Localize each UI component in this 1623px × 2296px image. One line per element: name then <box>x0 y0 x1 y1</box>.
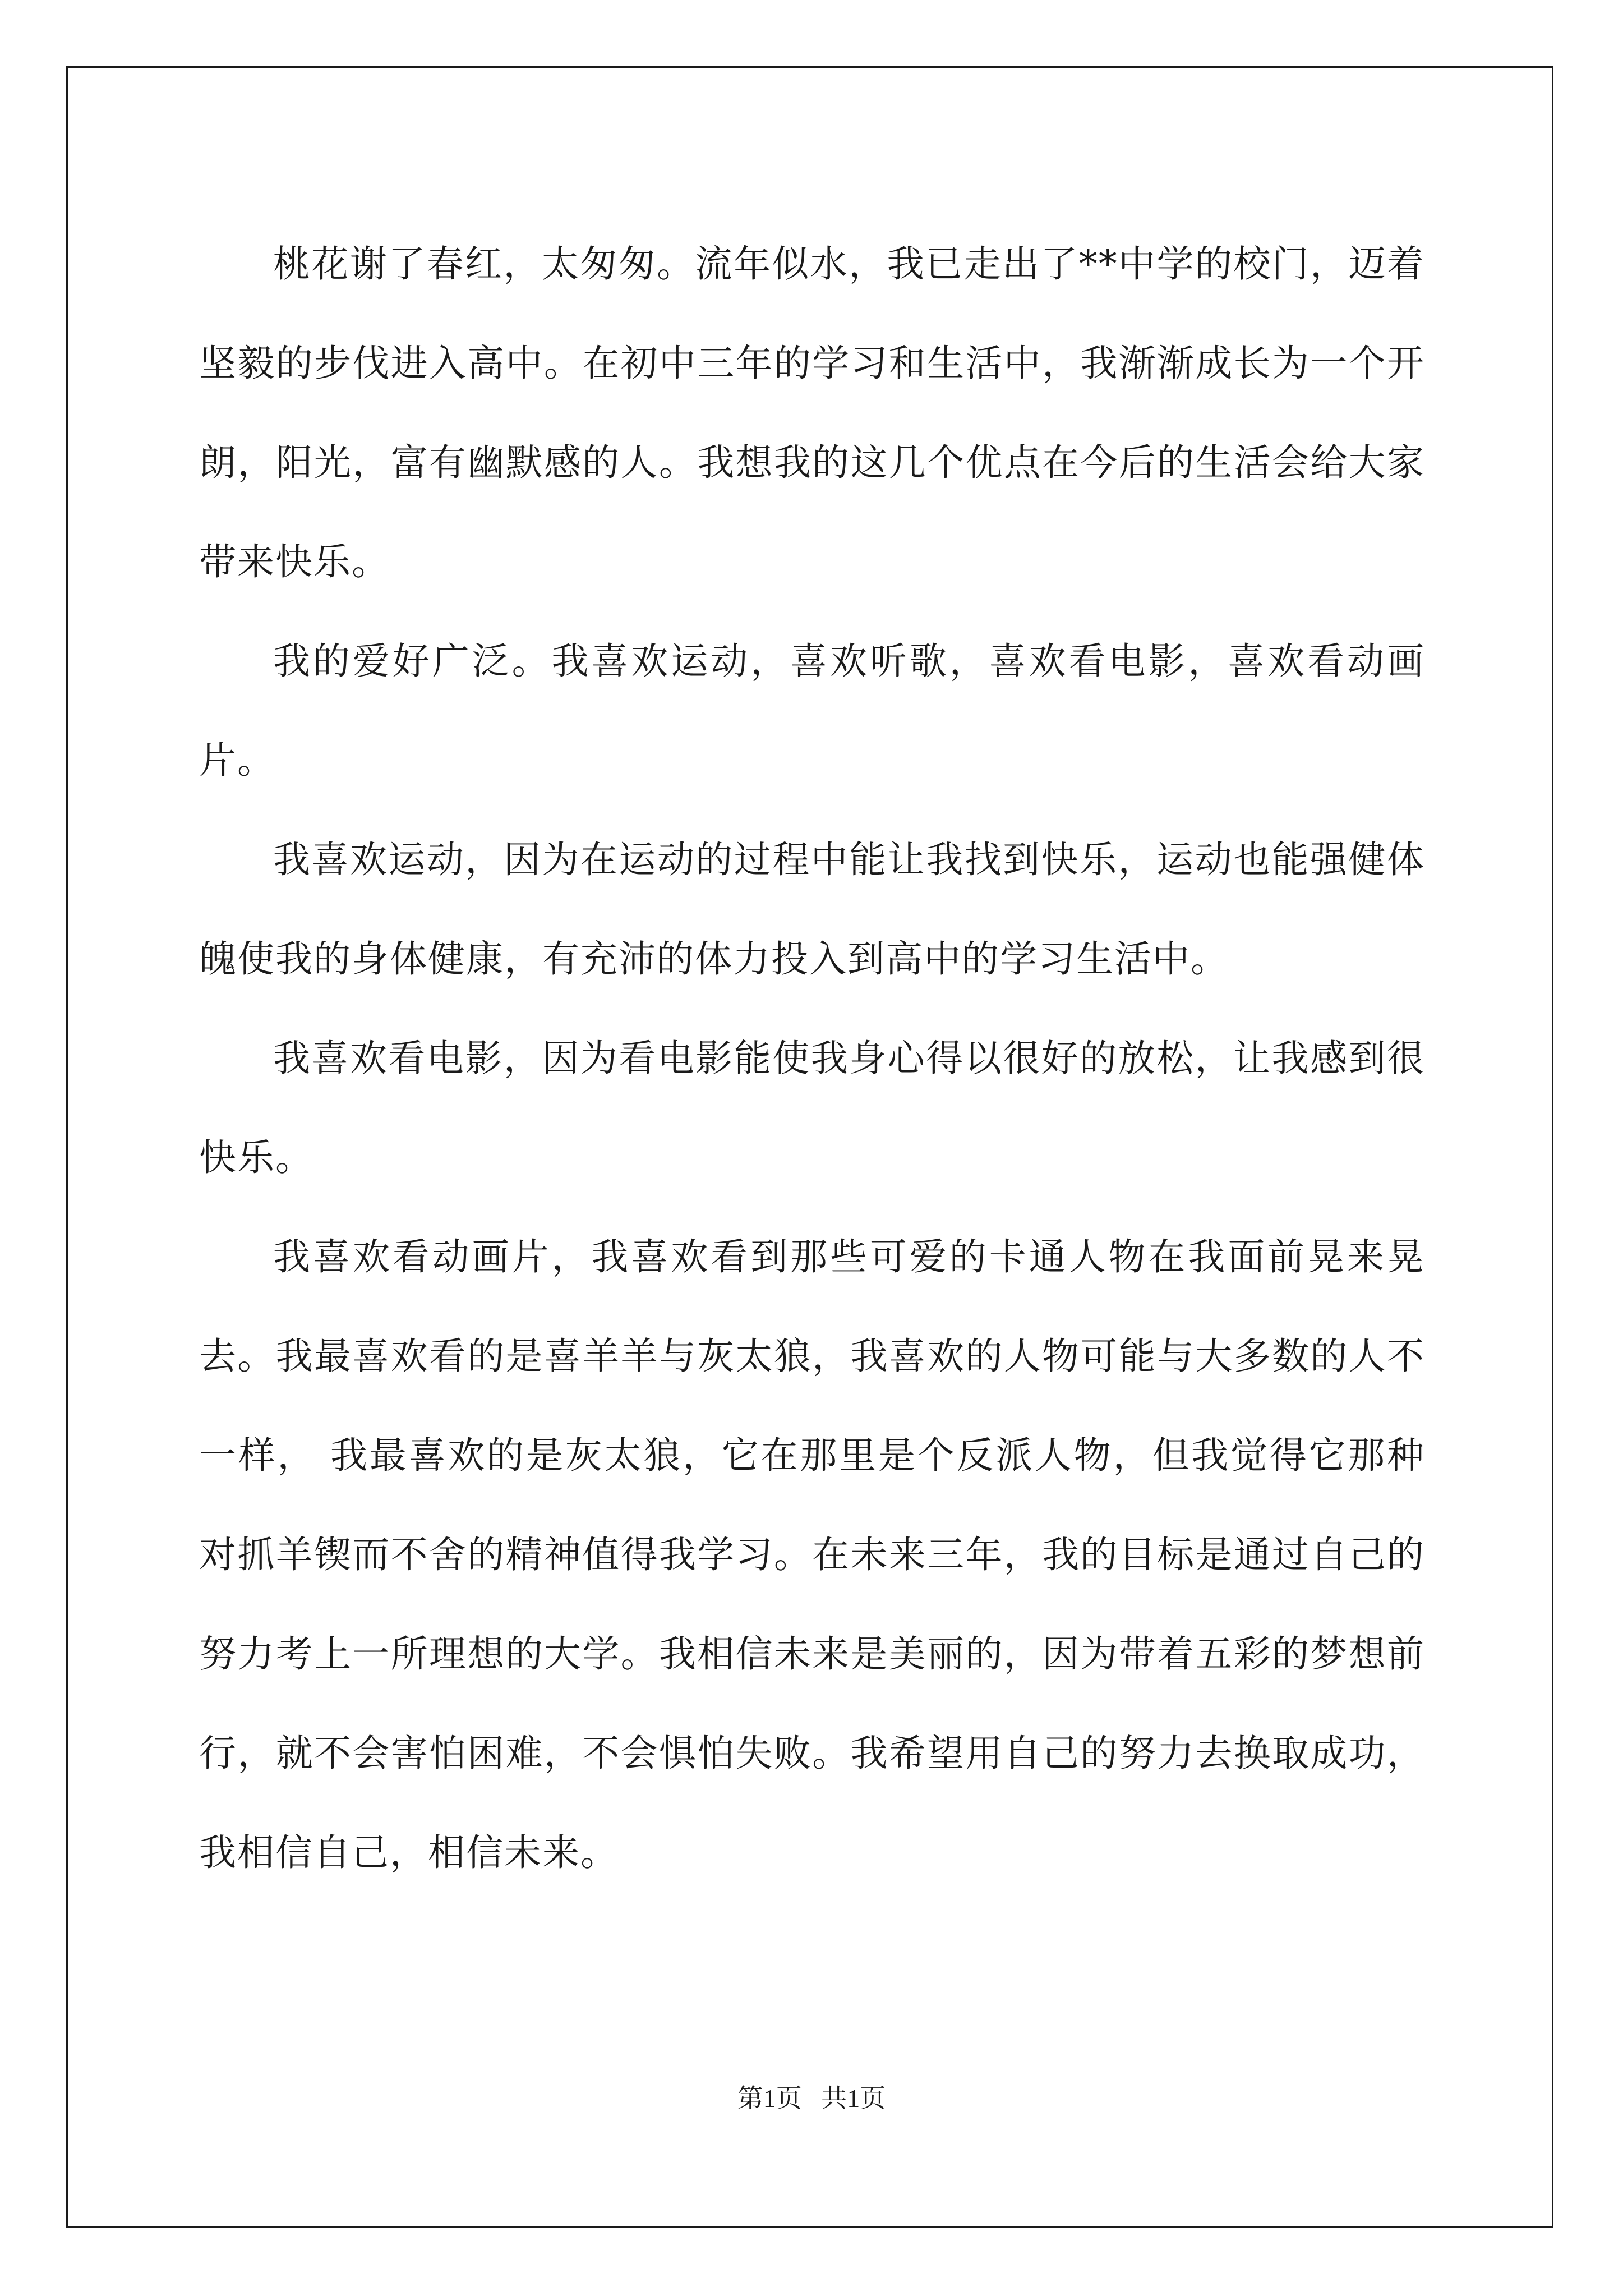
document-body <box>199 214 1425 1902</box>
page-number-footer: 第1页 共1页 <box>737 2084 886 2113</box>
paragraph-5: 我喜欢看动画片，我喜欢看到那些可爱的卡通人物在我面前晃来晃去。我最喜欢看的是喜羊羊与灰太狼，我喜欢的人物可能与大多数的人不一样， 我最喜欢的是灰太狼，它在那里是个反派人物，但我觉得它那种对抓羊锲而不舍的精神值得我学习。在未来三年，我的目标是通过自己的努力考上一所理想的大学。我相信未来是美丽的，因为带着五彩的梦想前行，就不会害怕困难，不会惧怕失败。我希望用自己的努力去换取成功，我相信自己，相信未来。 <box>199 1235 1425 1874</box>
paragraph-1: 桃花谢了春红，太匆匆。流年似水，我已走出了**中学的校门，迈着坚毅的步伐进入高中。在初中三年的学习和生活中，我渐渐成长为一个开朗，阳光，富有幽默感的人。我想我的这几个优点在今后的生活会给大家带来快乐。 <box>199 242 1425 583</box>
paragraph-3: 我喜欢运动，因为在运动的过程中能让我找到快乐，运动也能强健体魄使我的身体健康，有充沛的体力投入到高中的学习生活中。 <box>199 838 1425 981</box>
paragraph-2: 我的爱好广泛。我喜欢运动，喜欢听歌，喜欢看电影，喜欢看动画片。 <box>199 639 1425 782</box>
paragraph-4: 我喜欢看电影，因为看电影能使我身心得以很好的放松，让我感到很快乐。 <box>199 1037 1425 1179</box>
